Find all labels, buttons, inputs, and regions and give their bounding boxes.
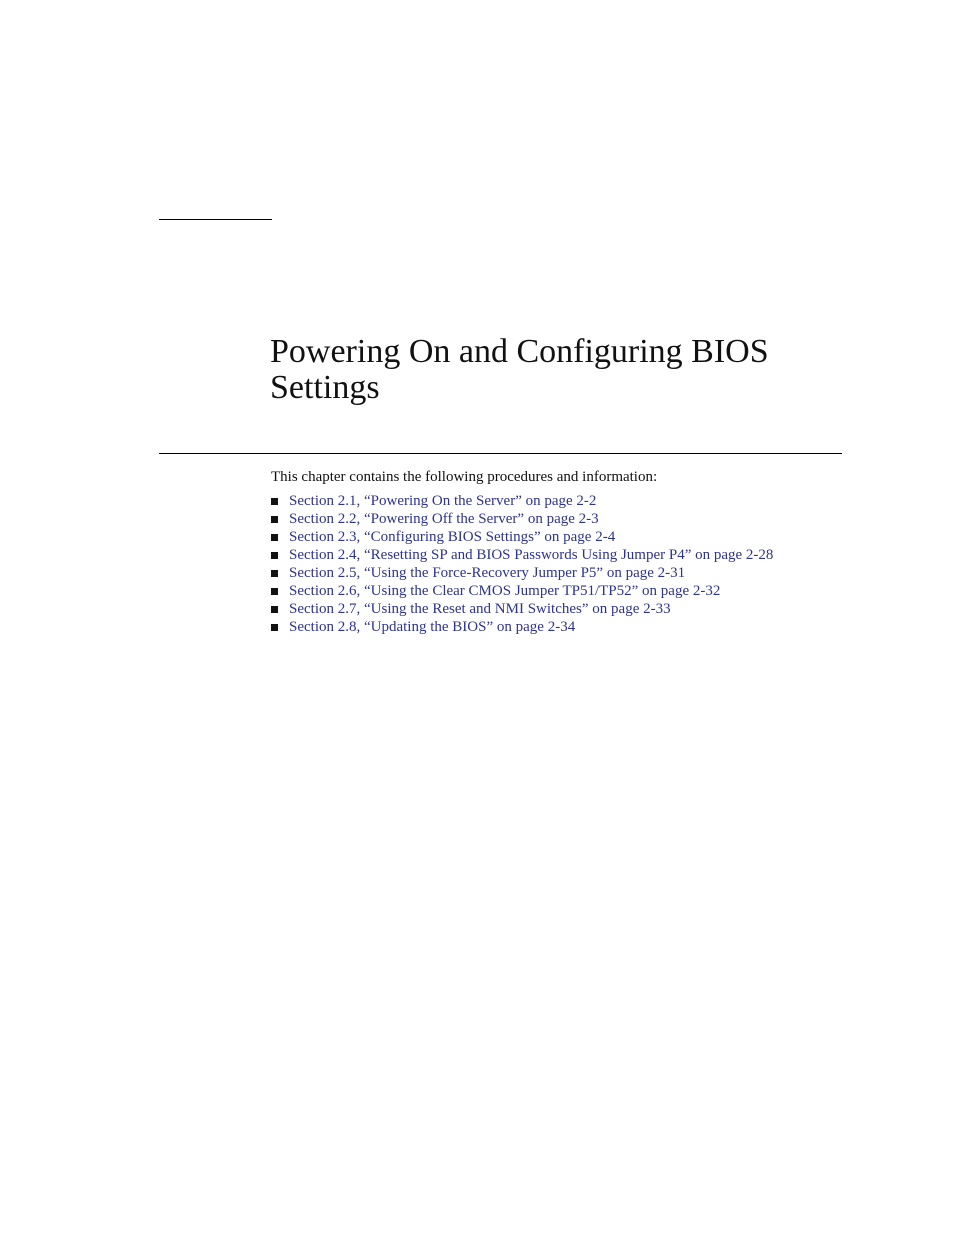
section-link-2-7[interactable]: Section 2.7, “Using the Reset and NMI Switches” on page 2-33 (289, 601, 671, 617)
chapter-intro: This chapter contains the following procedures and information: (271, 469, 658, 485)
square-bullet-icon (271, 624, 278, 631)
section-link-2-2[interactable]: Section 2.2, “Powering Off the Server” on page 2-3 (289, 511, 599, 527)
chapter-title-rule (159, 453, 842, 454)
section-link-2-1[interactable]: Section 2.1, “Powering On the Server” on page 2-2 (289, 493, 597, 509)
square-bullet-icon (271, 588, 278, 595)
square-bullet-icon (271, 552, 278, 559)
square-bullet-icon (271, 570, 278, 577)
section-link-2-5[interactable]: Section 2.5, “Using the Force-Recovery Jumper P5” on page 2-31 (289, 565, 686, 581)
square-bullet-icon (271, 516, 278, 523)
square-bullet-icon (271, 534, 278, 541)
chapter-title: Powering On and Configuring BIOS Settings (270, 333, 769, 406)
chapter-top-rule (159, 219, 272, 220)
square-bullet-icon (271, 498, 278, 505)
section-link-2-8[interactable]: Section 2.8, “Updating the BIOS” on page 2-34 (289, 619, 576, 635)
square-bullet-icon (271, 606, 278, 613)
section-link-2-4[interactable]: Section 2.4, “Resetting SP and BIOS Passwords Using Jumper P4” on page 2-28 (289, 547, 774, 563)
section-link-2-3[interactable]: Section 2.3, “Configuring BIOS Settings” on page 2-4 (289, 529, 616, 545)
section-link-2-6[interactable]: Section 2.6, “Using the Clear CMOS Jumper TP51/TP52” on page 2-32 (289, 583, 721, 599)
